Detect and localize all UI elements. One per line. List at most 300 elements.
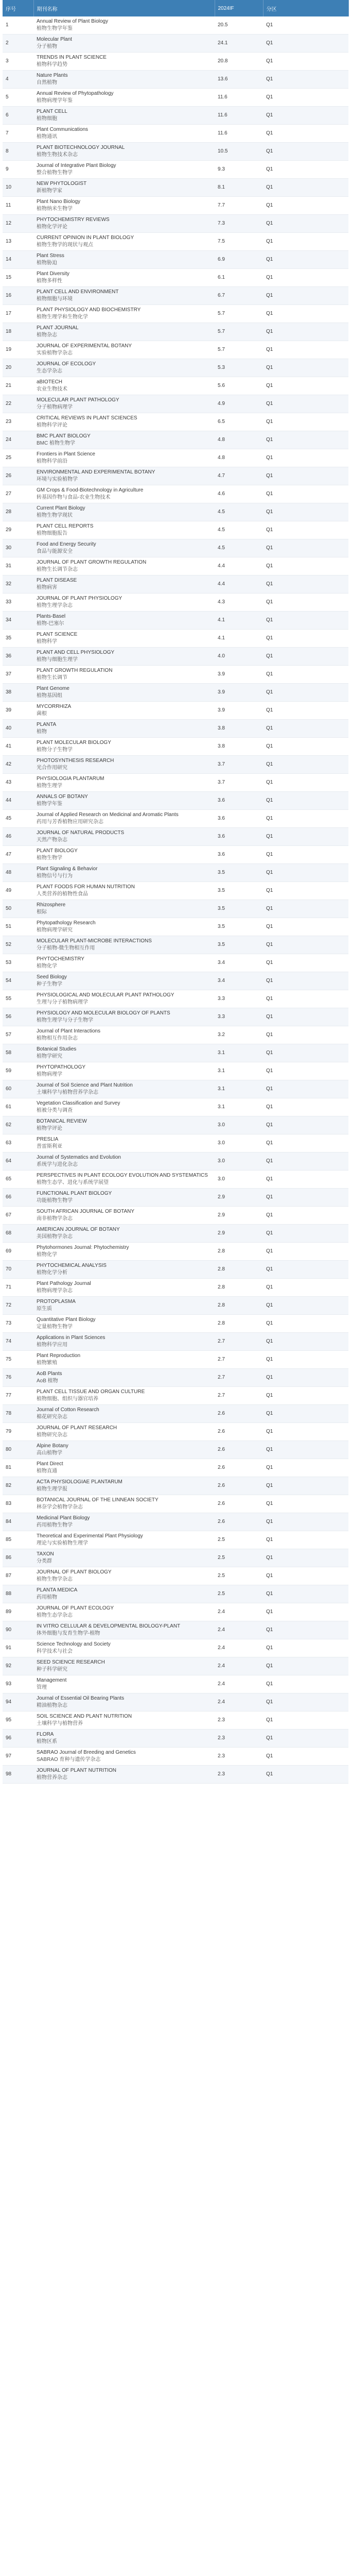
- journal-name-cn: 菌根: [37, 711, 47, 717]
- journal-name-en: AMERICAN JOURNAL OF BOTANY: [37, 1227, 120, 1232]
- table-row: [3, 1639, 348, 1657]
- journal-name-cn: 植物病害: [37, 585, 57, 590]
- impact-factor-cell: 2.6: [215, 1459, 263, 1477]
- journal-name-cell: [33, 1639, 215, 1657]
- rank-cell: 44: [3, 792, 33, 810]
- journal-name-en: JOURNAL OF EXPERIMENTAL BOTANY: [37, 343, 132, 349]
- impact-factor-cell: 2.8: [215, 1315, 263, 1333]
- journal-name-cell: [33, 161, 215, 179]
- rank-cell: 18: [3, 323, 33, 341]
- journal-name-cn: 实验植物学杂志: [37, 350, 73, 356]
- table-row: [3, 756, 348, 774]
- rank-cell: 67: [3, 1207, 33, 1225]
- quartile-cell: Q1: [263, 323, 348, 341]
- journal-name-en: PLANT FOODS FOR HUMAN NUTRITION: [37, 884, 135, 890]
- quartile-cell: Q1: [263, 287, 348, 305]
- journal-name-en: Molecular Plant: [37, 37, 72, 42]
- quartile-cell: Q1: [263, 648, 348, 666]
- journal-name-cn: 植物科学应用: [37, 1342, 67, 1348]
- impact-factor-cell: 3.4: [215, 954, 263, 972]
- rank-cell: 64: [3, 1153, 33, 1171]
- journal-name-cn: 植物: [37, 729, 47, 735]
- quartile-cell: Q1: [263, 1730, 348, 1748]
- journal-name-cn: 植物细胞与环境: [37, 296, 73, 302]
- table-row: [3, 377, 348, 395]
- journal-name-cn: 植物生长调节杂志: [37, 567, 78, 572]
- journal-name-en: TRENDS IN PLANT SCIENCE: [37, 55, 107, 60]
- rank-cell: 73: [3, 1315, 33, 1333]
- journal-name-cn: AoB 植物: [37, 1378, 58, 1384]
- journal-name-en: BOTANICAL JOURNAL OF THE LINNEAN SOCIETY: [37, 1497, 159, 1503]
- journal-name-en: NEW PHYTOLOGIST: [37, 181, 87, 187]
- impact-factor-cell: 3.3: [215, 990, 263, 1008]
- journal-name-cn: 植物区系: [37, 1739, 57, 1744]
- impact-factor-cell: 3.6: [215, 846, 263, 864]
- journal-name-en: JOURNAL OF PLANT BIOLOGY: [37, 1569, 112, 1575]
- table-row: [3, 179, 348, 197]
- quartile-cell: Q1: [263, 1423, 348, 1441]
- impact-factor-cell: 2.6: [215, 1405, 263, 1423]
- rank-cell: 52: [3, 936, 33, 954]
- journal-name-cell: [33, 954, 215, 972]
- journal-name-cell: [33, 215, 215, 233]
- quartile-cell: Q1: [263, 521, 348, 539]
- journal-name-cell: [33, 1008, 215, 1026]
- journal-name-cn: 植物生态学、进化与系统学展望: [37, 1180, 109, 1185]
- journal-name-en: Nature Plants: [37, 73, 68, 78]
- impact-factor-cell: 2.9: [215, 1225, 263, 1243]
- table-row: [3, 1116, 348, 1134]
- journal-name-en: JOURNAL OF PLANT ECOLOGY: [37, 1605, 114, 1611]
- journal-name-cell: [33, 395, 215, 413]
- journal-name-cn: 植物与细胞生理学: [37, 657, 78, 663]
- quartile-cell: Q1: [263, 864, 348, 882]
- quartile-cell: Q1: [263, 431, 348, 449]
- journal-name-cell: [33, 738, 215, 756]
- impact-factor-cell: 2.6: [215, 1441, 263, 1459]
- journal-name-en: MOLECULAR PLANT PATHOLOGY: [37, 397, 119, 403]
- table-row: [3, 1621, 348, 1639]
- journal-name-cell: [33, 197, 215, 215]
- impact-factor-cell: 11.6: [215, 89, 263, 107]
- journal-name-cn: 植物基因组: [37, 693, 62, 699]
- journal-name-cell: [33, 936, 215, 954]
- journal-name-en: PLANT CELL TISSUE AND ORGAN CULTURE: [37, 1389, 145, 1395]
- journal-name-cn: 理论与实验植物生理学: [37, 1540, 88, 1546]
- journal-name-cn: 植物信号与行为: [37, 873, 73, 879]
- quartile-cell: Q1: [263, 882, 348, 900]
- table-row: [3, 1441, 348, 1459]
- table-row: [3, 648, 348, 666]
- journal-name-cell: [33, 71, 215, 89]
- quartile-cell: Q1: [263, 954, 348, 972]
- journal-name-cn: 分类群: [37, 1558, 52, 1564]
- table-row: [3, 1405, 348, 1423]
- journal-name-cell: [33, 341, 215, 359]
- journal-name-cell: [33, 323, 215, 341]
- quartile-cell: Q1: [263, 702, 348, 720]
- impact-factor-cell: 2.4: [215, 1675, 263, 1693]
- table-row: [3, 936, 348, 954]
- journal-name-cell: [33, 413, 215, 431]
- rank-cell: 95: [3, 1711, 33, 1730]
- table-row: [3, 1008, 348, 1026]
- table-row: [3, 882, 348, 900]
- journal-name-cn: 功能植物生物学: [37, 1198, 73, 1204]
- rank-cell: 40: [3, 720, 33, 738]
- journal-name-cell: [33, 89, 215, 107]
- journal-name-cn: 植物科学趋势: [37, 62, 67, 67]
- journal-name-en: ENVIRONMENTAL AND EXPERIMENTAL BOTANY: [37, 469, 155, 475]
- impact-factor-cell: 2.3: [215, 1766, 263, 1784]
- journal-name-cell: [33, 1441, 215, 1459]
- impact-factor-cell: 4.4: [215, 557, 263, 575]
- impact-factor-cell: 3.1: [215, 1044, 263, 1062]
- quartile-cell: Q1: [263, 161, 348, 179]
- table-row: [3, 810, 348, 828]
- journal-name-cell: [33, 485, 215, 503]
- journal-name-en: CURRENT OPINION IN PLANT BIOLOGY: [37, 235, 134, 241]
- table-row: [3, 1423, 348, 1441]
- journal-name-cell: [33, 575, 215, 594]
- journal-name-en: PLANT GROWTH REGULATION: [37, 668, 113, 673]
- journal-name-cn: 植物科学前沿: [37, 459, 67, 464]
- quartile-cell: Q1: [263, 1261, 348, 1279]
- journal-name-cell: [33, 467, 215, 485]
- quartile-cell: Q1: [263, 341, 348, 359]
- quartile-cell: Q1: [263, 1387, 348, 1405]
- quartile-cell: Q1: [263, 810, 348, 828]
- table-row: [3, 1243, 348, 1261]
- table-row: [3, 990, 348, 1008]
- journal-name-cn: 高山植物学: [37, 1450, 62, 1456]
- journal-name-cn: 植物生理学报: [37, 1486, 67, 1492]
- journal-name-en: Plant Diversity: [37, 271, 69, 277]
- journal-name-cn: 食品与能源安全: [37, 549, 73, 554]
- impact-factor-cell: 2.3: [215, 1711, 263, 1730]
- table-row: [3, 161, 348, 179]
- journal-name-cell: [33, 972, 215, 990]
- journal-name-cell: [33, 1621, 215, 1639]
- journal-name-cn: 植物生理学杂志: [37, 603, 73, 608]
- rank-cell: 13: [3, 233, 33, 251]
- impact-factor-cell: 2.7: [215, 1387, 263, 1405]
- table-row: [3, 954, 348, 972]
- rank-cell: 7: [3, 125, 33, 143]
- quartile-cell: Q1: [263, 1477, 348, 1495]
- journal-name-cn: 科学技术与社会: [37, 1649, 73, 1654]
- journal-name-cell: [33, 179, 215, 197]
- journal-name-en: FUNCTIONAL PLANT BIOLOGY: [37, 1191, 112, 1196]
- journal-name-cell: [33, 1153, 215, 1171]
- journal-name-cn: 系统学与进化杂志: [37, 1162, 78, 1167]
- journal-name-cn: 植物细胞: [37, 116, 57, 122]
- journal-name-cn: 棉花研究杂志: [37, 1414, 67, 1420]
- rank-cell: 50: [3, 900, 33, 918]
- quartile-cell: Q1: [263, 1098, 348, 1116]
- journal-name-en: JOURNAL OF NATURAL PRODUCTS: [37, 830, 125, 836]
- journal-name-en: Journal of Cotton Research: [37, 1407, 99, 1413]
- quartile-cell: Q1: [263, 1766, 348, 1784]
- impact-factor-cell: 4.8: [215, 449, 263, 467]
- table-row: [3, 1585, 348, 1603]
- table-row: [3, 197, 348, 215]
- impact-factor-cell: 3.1: [215, 1098, 263, 1116]
- journal-name-cell: [33, 539, 215, 557]
- impact-factor-cell: 3.5: [215, 936, 263, 954]
- table-row: [3, 341, 348, 359]
- journal-name-cell: [33, 1459, 215, 1477]
- journal-name-en: Food and Energy Security: [37, 541, 96, 547]
- rank-cell: 6: [3, 107, 33, 125]
- impact-factor-cell: 8.1: [215, 179, 263, 197]
- journal-name-en: IN VITRO CELLULAR & DEVELOPMENTAL BIOLOGY-PLANT: [37, 1623, 181, 1629]
- journal-name-cn: 植物生态学杂志: [37, 1613, 73, 1618]
- table-row: [3, 287, 348, 305]
- quartile-cell: Q1: [263, 16, 348, 35]
- journal-name-en: JOURNAL OF PLANT RESEARCH: [37, 1425, 117, 1431]
- journal-name-cn: 天然产物杂志: [37, 837, 67, 843]
- journal-name-cell: [33, 1513, 215, 1531]
- rank-cell: 83: [3, 1495, 33, 1513]
- table-row: [3, 720, 348, 738]
- table-body: [3, 16, 348, 1784]
- journal-name-en: SEED SCIENCE RESEARCH: [37, 1659, 105, 1665]
- journal-name-cn: 植物生理学与分子生物学: [37, 1018, 93, 1023]
- journal-name-cn: 生理与分子植物病理学: [37, 999, 88, 1005]
- journal-name-en: PHYSIOLOGY AND MOLECULAR BIOLOGY OF PLANTS: [37, 1010, 170, 1016]
- rank-cell: 45: [3, 810, 33, 828]
- rank-cell: 11: [3, 197, 33, 215]
- rank-cell: 42: [3, 756, 33, 774]
- quartile-cell: Q1: [263, 1405, 348, 1423]
- quartile-cell: Q1: [263, 1711, 348, 1730]
- quartile-cell: Q1: [263, 53, 348, 71]
- journal-name-cn: 普雷斯利亚: [37, 1144, 62, 1149]
- journal-name-cell: [33, 125, 215, 143]
- journal-name-cell: [33, 1603, 215, 1621]
- table-row: [3, 900, 348, 918]
- journal-name-cell: [33, 557, 215, 575]
- journal-name-en: SOUTH AFRICAN JOURNAL OF BOTANY: [37, 1209, 135, 1214]
- journal-name-en: ACTA PHYSIOLOGIAE PLANTARUM: [37, 1479, 122, 1485]
- table-row: [3, 666, 348, 684]
- journal-name-cn: 南非植物学杂志: [37, 1216, 73, 1222]
- journal-name-en: Plant Genome: [37, 686, 69, 691]
- journal-name-en: Plant Direct: [37, 1461, 63, 1467]
- table-row: [3, 1459, 348, 1477]
- journal-name-cell: [33, 648, 215, 666]
- journal-name-en: ANNALS OF BOTANY: [37, 794, 88, 800]
- journal-name-cn: 土壤科学与植物营养学杂志: [37, 1090, 98, 1095]
- journal-name-en: PLANTA MEDICA: [37, 1587, 78, 1593]
- rank-cell: 71: [3, 1279, 33, 1297]
- quartile-cell: Q1: [263, 125, 348, 143]
- journal-name-cn: 林奈学会植物学杂志: [37, 1504, 83, 1510]
- impact-factor-cell: 2.5: [215, 1567, 263, 1585]
- journal-name-cell: [33, 1387, 215, 1405]
- journal-name-cell: [33, 1477, 215, 1495]
- rank-cell: 15: [3, 269, 33, 287]
- rank-cell: 75: [3, 1351, 33, 1369]
- header-rank: 序号: [3, 0, 33, 16]
- journal-name-cell: [33, 1243, 215, 1261]
- journal-name-cell: [33, 1225, 215, 1243]
- rank-cell: 69: [3, 1243, 33, 1261]
- journal-name-en: JOURNAL OF PLANT GROWTH REGULATION: [37, 560, 147, 565]
- journal-name-en: PHYTOCHEMISTRY: [37, 956, 84, 962]
- journal-name-en: PLANT SCIENCE: [37, 632, 78, 637]
- quartile-cell: Q1: [263, 359, 348, 377]
- quartile-cell: Q1: [263, 990, 348, 1008]
- journal-name-cell: [33, 1080, 215, 1098]
- journal-name-cn: 植物多样性: [37, 278, 62, 284]
- rank-cell: 32: [3, 575, 33, 594]
- table-row: [3, 107, 348, 125]
- journal-name-cell: [33, 1405, 215, 1423]
- impact-factor-cell: 3.5: [215, 864, 263, 882]
- table-row: [3, 467, 348, 485]
- quartile-cell: Q1: [263, 1748, 348, 1766]
- header-name: 期刊名称: [33, 0, 215, 16]
- journal-name-en: PLANTA: [37, 722, 57, 727]
- quartile-cell: Q1: [263, 305, 348, 323]
- impact-factor-cell: 2.6: [215, 1513, 263, 1531]
- impact-factor-cell: 2.8: [215, 1243, 263, 1261]
- table-row: [3, 449, 348, 467]
- rank-cell: 88: [3, 1585, 33, 1603]
- journal-name-cn: 植物研究杂志: [37, 1432, 67, 1438]
- journal-name-cn: 体外细胞与发育生物学-植物: [37, 1631, 100, 1636]
- quartile-cell: Q1: [263, 1189, 348, 1207]
- rank-cell: 59: [3, 1062, 33, 1080]
- journal-name-en: PROTOPLASMA: [37, 1299, 76, 1304]
- journal-name-en: Medicinal Plant Biology: [37, 1515, 90, 1521]
- rank-cell: 51: [3, 918, 33, 936]
- journal-name-cn: 植物生长调节: [37, 675, 67, 681]
- rank-cell: 25: [3, 449, 33, 467]
- rank-cell: 46: [3, 828, 33, 846]
- table-row: [3, 359, 348, 377]
- impact-factor-cell: 7.7: [215, 197, 263, 215]
- impact-factor-cell: 3.6: [215, 810, 263, 828]
- rank-cell: 19: [3, 341, 33, 359]
- journal-name-cn: 植物生物学年鉴: [37, 26, 73, 31]
- rank-cell: 70: [3, 1261, 33, 1279]
- journal-name-cn: 原生质: [37, 1306, 52, 1312]
- journal-name-cell: [33, 1279, 215, 1297]
- journal-name-cn: 分子植物: [37, 44, 57, 49]
- quartile-cell: Q1: [263, 1621, 348, 1639]
- impact-factor-cell: 2.6: [215, 1423, 263, 1441]
- journal-name-cell: [33, 35, 215, 53]
- rank-cell: 22: [3, 395, 33, 413]
- impact-factor-cell: 4.0: [215, 648, 263, 666]
- rank-cell: 28: [3, 503, 33, 521]
- quartile-cell: Q1: [263, 557, 348, 575]
- journal-name-cell: [33, 828, 215, 846]
- rank-cell: 33: [3, 594, 33, 612]
- rank-cell: 81: [3, 1459, 33, 1477]
- journal-name-cell: [33, 251, 215, 269]
- journal-name-cn: 新植物学家: [37, 188, 62, 194]
- impact-factor-cell: 2.4: [215, 1639, 263, 1657]
- table-row: [3, 1333, 348, 1351]
- journal-name-cn: 植物生物学: [37, 855, 62, 861]
- journal-name-cn: 植物-巴塞尔: [37, 621, 64, 626]
- journal-name-en: Quantitative Plant Biology: [37, 1317, 96, 1323]
- table-row: [3, 1513, 348, 1531]
- journal-name-cn: 植物生物学现状: [37, 513, 73, 518]
- journal-name-cell: [33, 720, 215, 738]
- impact-factor-cell: 24.1: [215, 35, 263, 53]
- journal-name-cell: [33, 1297, 215, 1315]
- quartile-cell: Q1: [263, 1315, 348, 1333]
- journal-name-en: JOURNAL OF PLANT NUTRITION: [37, 1768, 117, 1773]
- rank-cell: 49: [3, 882, 33, 900]
- quartile-cell: Q1: [263, 413, 348, 431]
- table-row: [3, 539, 348, 557]
- rank-cell: 91: [3, 1639, 33, 1657]
- quartile-cell: Q1: [263, 594, 348, 612]
- table-row: [3, 143, 348, 161]
- rank-cell: 55: [3, 990, 33, 1008]
- header-impact-factor: 2024IF: [215, 0, 263, 16]
- rank-cell: 39: [3, 702, 33, 720]
- rank-cell: 43: [3, 774, 33, 792]
- impact-factor-cell: 2.3: [215, 1748, 263, 1766]
- journal-name-cell: [33, 16, 215, 35]
- journal-name-cell: [33, 1116, 215, 1134]
- rank-cell: 98: [3, 1766, 33, 1784]
- impact-factor-cell: 4.5: [215, 503, 263, 521]
- journal-name-cell: [33, 864, 215, 882]
- journal-name-en: Seed Biology: [37, 974, 67, 980]
- rank-cell: 29: [3, 521, 33, 539]
- journal-name-cn: 植物化学评论: [37, 224, 67, 230]
- journal-name-cn: 人类营养的植物性食品: [37, 891, 88, 897]
- impact-factor-cell: 3.6: [215, 792, 263, 810]
- quartile-cell: Q1: [263, 89, 348, 107]
- journal-name-cn: 管理: [37, 1685, 47, 1690]
- table-row: [3, 738, 348, 756]
- table-row: [3, 1730, 348, 1748]
- rank-cell: 68: [3, 1225, 33, 1243]
- quartile-cell: Q1: [263, 1441, 348, 1459]
- journal-name-cell: [33, 630, 215, 648]
- journal-name-cell: [33, 1026, 215, 1044]
- journal-name-cell: [33, 756, 215, 774]
- impact-factor-cell: 2.9: [215, 1207, 263, 1225]
- journal-name-cn: 药用植物: [37, 1595, 57, 1600]
- rank-cell: 65: [3, 1171, 33, 1189]
- journal-name-en: Plant Signaling & Behavior: [37, 866, 98, 872]
- journal-name-en: PRESLIA: [37, 1137, 59, 1142]
- journal-name-cn: 植物病理学研究: [37, 927, 73, 933]
- rank-cell: 93: [3, 1675, 33, 1693]
- quartile-cell: Q1: [263, 1116, 348, 1134]
- journal-name-en: JOURNAL OF PLANT PHYSIOLOGY: [37, 596, 122, 601]
- impact-factor-cell: 2.7: [215, 1351, 263, 1369]
- table-row: [3, 1387, 348, 1405]
- journal-name-cell: [33, 612, 215, 630]
- journal-name-cell: [33, 1675, 215, 1693]
- rank-cell: 41: [3, 738, 33, 756]
- journal-name-en: BMC PLANT BIOLOGY: [37, 433, 91, 439]
- rank-cell: 92: [3, 1657, 33, 1675]
- journal-name-cn: 定量植物生物学: [37, 1324, 73, 1330]
- journal-name-en: PLANT CELL: [37, 109, 67, 114]
